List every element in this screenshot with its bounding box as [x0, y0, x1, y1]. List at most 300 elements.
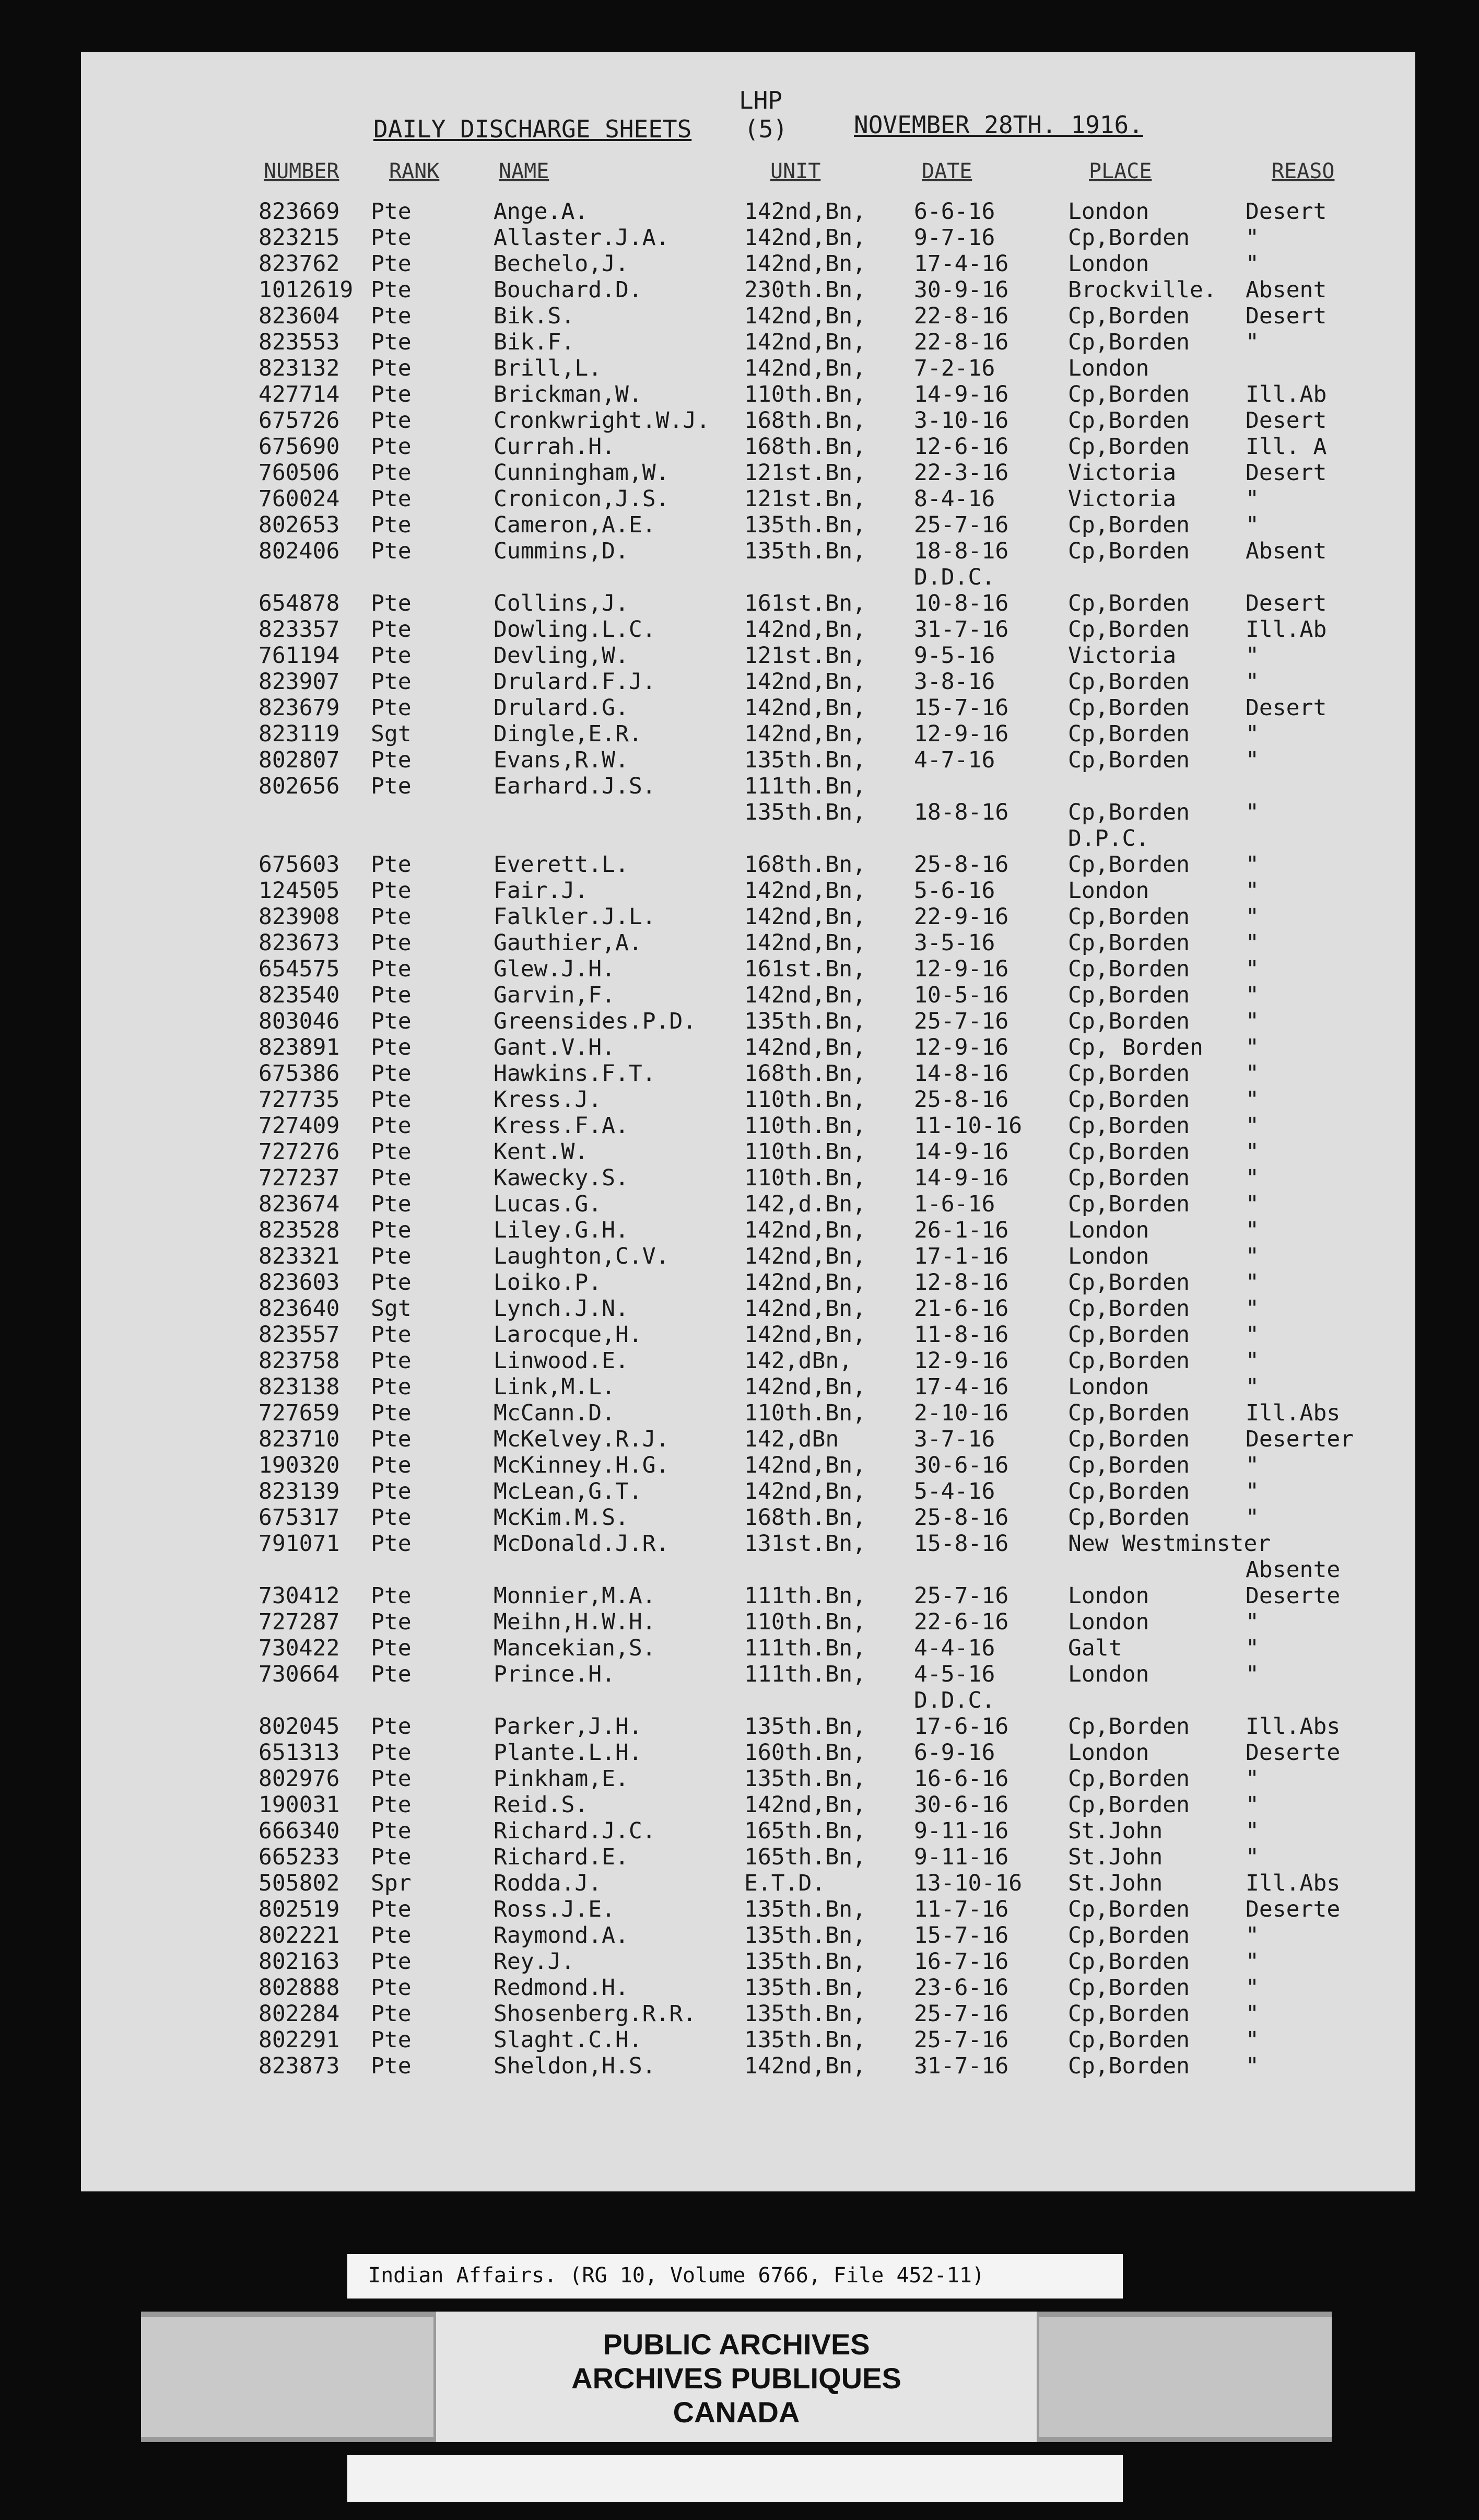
cell-rank: Pte	[371, 1583, 412, 1609]
cell-date: 31-7-16	[914, 2053, 1009, 2079]
cell-unit: 110th.Bn,	[744, 1113, 866, 1139]
cell-name: Rey.J.	[494, 1949, 575, 1975]
cell-name: Kress.J.	[494, 1087, 602, 1113]
cell-place: Cp,Borden	[1068, 1896, 1190, 1922]
cell-unit: 135th.Bn,	[744, 2027, 866, 2053]
cell-reason: Ill.Ab	[1246, 616, 1327, 643]
cell-date: 15-8-16	[914, 1531, 1009, 1557]
table-row	[81, 1478, 1415, 1504]
cell-rank: Pte	[371, 1008, 412, 1034]
cell-rank: Pte	[371, 460, 412, 486]
cell-place: Cp,Borden	[1068, 1322, 1190, 1348]
cell-number: 124505	[259, 878, 340, 904]
cell-number: 675690	[259, 434, 340, 460]
cell-place: Cp,Borden	[1068, 1296, 1190, 1322]
cell-name: Earhard.J.S.	[494, 773, 656, 799]
table-row	[81, 1426, 1415, 1452]
cell-date: 25-7-16	[914, 512, 1009, 538]
cell-rank: Pte	[371, 1975, 412, 2001]
cell-reason: "	[1246, 1609, 1259, 1635]
cell-unit: 161st.Bn,	[744, 956, 866, 982]
cell-unit: 142nd,Bn,	[744, 669, 866, 695]
cell-date: 23-6-16	[914, 1975, 1009, 2001]
table-row	[81, 1896, 1415, 1922]
cell-unit: 135th.Bn,	[744, 1922, 866, 1949]
cell-number: 730664	[259, 1661, 340, 1687]
cell-place: Cp,Borden	[1068, 695, 1190, 721]
cell-name: Parker,J.H.	[494, 1713, 642, 1740]
table-row	[81, 1217, 1415, 1243]
cell-number: 654575	[259, 956, 340, 982]
cell-name: Ange.A.	[494, 199, 589, 225]
bottom-strip	[347, 2455, 1123, 2502]
cell-rank: Pte	[371, 1217, 412, 1243]
cell-unit: 142nd,Bn,	[744, 1217, 866, 1243]
cell-date: 14-9-16	[914, 1165, 1009, 1191]
cell-place: Cp,Borden	[1068, 381, 1190, 407]
table-row	[81, 1087, 1415, 1113]
cell-reason: "	[1246, 1034, 1259, 1060]
table-row	[81, 355, 1415, 381]
cell-unit: 121st.Bn,	[744, 460, 866, 486]
cell-unit: 142nd,Bn,	[744, 616, 866, 643]
table-row	[81, 1374, 1415, 1400]
cell-date: 16-6-16	[914, 1766, 1009, 1792]
cell-place: London	[1068, 1374, 1149, 1400]
cell-reason: "	[1246, 1478, 1259, 1504]
cell-rank: Pte	[371, 512, 412, 538]
cell-reason: "	[1246, 1766, 1259, 1792]
cell-name: McKelvey.R.J.	[494, 1426, 670, 1452]
cell-place: Cp,Borden	[1068, 747, 1190, 773]
header-code: LHP	[739, 86, 783, 114]
table-row	[81, 878, 1415, 904]
cell-name: Richard.E.	[494, 1844, 629, 1870]
cell-name: Collins,J.	[494, 590, 629, 616]
cell-rank: Pte	[371, 695, 412, 721]
cell-name: Mancekian,S.	[494, 1635, 656, 1661]
cell-place: Cp,Borden	[1068, 1139, 1190, 1165]
cell-reason: "	[1246, 1217, 1259, 1243]
table-row	[81, 695, 1415, 721]
cell-date: 12-9-16	[914, 956, 1009, 982]
cell-unit: 135th.Bn,	[744, 1766, 866, 1792]
cell-reason: "	[1246, 1635, 1259, 1661]
cell-name: Laughton,C.V.	[494, 1243, 670, 1269]
cell-name: Monnier,M.A.	[494, 1583, 656, 1609]
table-row	[81, 1504, 1415, 1531]
cell-number: 802291	[259, 2027, 340, 2053]
header-date: NOVEMBER 28TH. 1916.	[854, 111, 1143, 139]
cell-reason: Desert	[1246, 407, 1327, 434]
column-header-rank: RANK	[389, 159, 440, 183]
cell-name: Liley.G.H.	[494, 1217, 629, 1243]
table-row	[81, 2027, 1415, 2053]
cell-reason: Desert	[1246, 460, 1327, 486]
cell-rank: Pte	[371, 2027, 412, 2053]
cell-unit: 142nd,Bn,	[744, 329, 866, 355]
cell-number: 823640	[259, 1296, 340, 1322]
cell-date: 9-5-16	[914, 643, 995, 669]
cell-reason: "	[1246, 1087, 1259, 1113]
cell-number: 823321	[259, 1243, 340, 1269]
cell-number: 1012619	[259, 277, 354, 303]
cell-number: 823357	[259, 616, 340, 643]
cell-place: Cp,Borden	[1068, 1426, 1190, 1452]
cell-date: 15-7-16	[914, 695, 1009, 721]
cell-place: Cp,Borden	[1068, 590, 1190, 616]
table-row	[81, 1870, 1415, 1896]
cell-date: 10-8-16	[914, 590, 1009, 616]
archive-caption: Indian Affairs. (RG 10, Volume 6766, File 452-11)	[368, 2264, 985, 2288]
cell-reason: "	[1246, 982, 1259, 1008]
cell-rank: Pte	[371, 225, 412, 251]
table-row	[81, 1531, 1415, 1557]
table-row	[81, 277, 1415, 303]
cell-number: 760506	[259, 460, 340, 486]
table-row	[81, 1609, 1415, 1635]
cell-date: 31-7-16	[914, 616, 1009, 643]
table-row	[81, 1740, 1415, 1766]
cell-name: Plante.L.H.	[494, 1740, 642, 1766]
cell-name: Glew.J.H.	[494, 956, 615, 982]
cell-reason: Ill.Abs	[1246, 1400, 1341, 1426]
stamp-line-1: PUBLIC ARCHIVES	[603, 2328, 870, 2361]
table-row	[81, 799, 1415, 825]
cell-rank: Pte	[371, 956, 412, 982]
table-row	[81, 434, 1415, 460]
cell-name: Pinkham,E.	[494, 1766, 629, 1792]
cell-place: St.John	[1068, 1818, 1163, 1844]
cell-rank: Pte	[371, 1348, 412, 1374]
cell-date: 1-6-16	[914, 1191, 995, 1217]
cell-name: Lucas.G.	[494, 1191, 602, 1217]
cell-reason: "	[1246, 1661, 1259, 1687]
cell-number: 823139	[259, 1478, 340, 1504]
column-header-name: NAME	[499, 159, 549, 183]
cell-date: 2-10-16	[914, 1400, 1009, 1426]
cell-date: 18-8-16	[914, 538, 1009, 564]
cell-number: 727237	[259, 1165, 340, 1191]
cell-rank: Pte	[371, 643, 412, 669]
cell-number: 823891	[259, 1034, 340, 1060]
cell-rank: Sgt	[371, 721, 412, 747]
cell-unit: 142nd,Bn,	[744, 355, 866, 381]
cell-rank: Pte	[371, 669, 412, 695]
cell-name: McLean,G.T.	[494, 1478, 642, 1504]
cell-unit: 135th.Bn,	[744, 512, 866, 538]
cell-place: London	[1068, 1583, 1149, 1609]
stamp-line-3: CANADA	[673, 2396, 800, 2429]
table-row	[81, 225, 1415, 251]
cell-name: Ross.J.E.	[494, 1896, 615, 1922]
table-row	[81, 956, 1415, 982]
cell-unit: 121st.Bn,	[744, 486, 866, 512]
cell-reason: "	[1246, 1374, 1259, 1400]
cell-unit: 142nd,Bn,	[744, 1452, 866, 1478]
cell-date: 13-10-16	[914, 1870, 1023, 1896]
cell-reason: Desert	[1246, 199, 1327, 225]
cell-name: Reid.S.	[494, 1792, 589, 1818]
cell-place: Cp,Borden	[1068, 1113, 1190, 1139]
cell-place: Cp,Borden	[1068, 1269, 1190, 1296]
cell-number: 802888	[259, 1975, 340, 2001]
cell-place: Cp,Borden	[1068, 799, 1190, 825]
column-header-place: PLACE	[1089, 159, 1152, 183]
cell-unit: 142nd,Bn,	[744, 1374, 866, 1400]
cell-number: 727409	[259, 1113, 340, 1139]
cell-rank: Pte	[371, 538, 412, 564]
cell-date: 3-8-16	[914, 669, 995, 695]
cell-reason: "	[1246, 1243, 1259, 1269]
cell-number: 823674	[259, 1191, 340, 1217]
cell-date: D.D.C.	[914, 564, 995, 590]
table-row	[81, 199, 1415, 225]
cell-date: 17-4-16	[914, 1374, 1009, 1400]
table-row	[81, 590, 1415, 616]
cell-rank: Pte	[371, 1792, 412, 1818]
cell-date: 30-6-16	[914, 1452, 1009, 1478]
cell-rank: Pte	[371, 251, 412, 277]
cell-reason: "	[1246, 1452, 1259, 1478]
cell-rank: Pte	[371, 1087, 412, 1113]
cell-reason: "	[1246, 1792, 1259, 1818]
cell-unit: 142,d.Bn,	[744, 1191, 866, 1217]
cell-reason: "	[1246, 930, 1259, 956]
cell-number: 823553	[259, 329, 340, 355]
cell-date: 14-8-16	[914, 1060, 1009, 1087]
cell-reason: "	[1246, 1008, 1259, 1034]
cell-unit: 160th.Bn,	[744, 1740, 866, 1766]
cell-unit: 142nd,Bn,	[744, 1792, 866, 1818]
table-row	[81, 329, 1415, 355]
cell-rank: Pte	[371, 1922, 412, 1949]
cell-name: Gauthier,A.	[494, 930, 642, 956]
cell-unit: 142nd,Bn,	[744, 2053, 866, 2079]
cell-rank: Pte	[371, 1374, 412, 1400]
cell-rank: Sgt	[371, 1296, 412, 1322]
cell-unit: 142nd,Bn,	[744, 1034, 866, 1060]
cell-rank: Pte	[371, 1191, 412, 1217]
cell-name: Hawkins.F.T.	[494, 1060, 656, 1087]
cell-rank: Pte	[371, 2001, 412, 2027]
cell-rank: Pte	[371, 434, 412, 460]
table-row	[81, 1766, 1415, 1792]
cell-number: 651313	[259, 1740, 340, 1766]
cell-reason: "	[1246, 1269, 1259, 1296]
cell-name: Fair.J.	[494, 878, 589, 904]
header-title: DAILY DISCHARGE SHEETS	[373, 115, 692, 143]
cell-name: Prince.H.	[494, 1661, 615, 1687]
cell-reason: Absente	[1246, 1557, 1341, 1583]
cell-reason: "	[1246, 1504, 1259, 1531]
cell-number: 730422	[259, 1635, 340, 1661]
table-row	[81, 1583, 1415, 1609]
cell-name: Rodda.J.	[494, 1870, 602, 1896]
cell-place: London	[1068, 1217, 1149, 1243]
cell-name: Dowling.L.C.	[494, 616, 656, 643]
cell-reason: "	[1246, 956, 1259, 982]
table-row	[81, 616, 1415, 643]
cell-name: Cronicon,J.S.	[494, 486, 670, 512]
cell-place: New Westminster	[1068, 1531, 1271, 1557]
cell-rank: Pte	[371, 1426, 412, 1452]
cell-number: 823604	[259, 303, 340, 329]
cell-name: Loiko.P.	[494, 1269, 602, 1296]
cell-place: Cp,Borden	[1068, 1348, 1190, 1374]
cell-name: Currah.H.	[494, 434, 615, 460]
cell-place: London	[1068, 251, 1149, 277]
table-row	[81, 982, 1415, 1008]
cell-reason: "	[1246, 669, 1259, 695]
cell-place: Cp,Borden	[1068, 1922, 1190, 1949]
table-row	[81, 1792, 1415, 1818]
cell-unit: 142nd,Bn,	[744, 1478, 866, 1504]
cell-date: 22-3-16	[914, 460, 1009, 486]
cell-date: 3-5-16	[914, 930, 995, 956]
cell-number: 823762	[259, 251, 340, 277]
table-row	[81, 643, 1415, 669]
cell-date: 25-8-16	[914, 1504, 1009, 1531]
cell-date: 15-7-16	[914, 1922, 1009, 1949]
cell-date: 25-7-16	[914, 2001, 1009, 2027]
cell-date: 6-9-16	[914, 1740, 995, 1766]
cell-reason: "	[1246, 2027, 1259, 2053]
table-row	[81, 721, 1415, 747]
cell-rank: Pte	[371, 407, 412, 434]
cell-number: 802284	[259, 2001, 340, 2027]
cell-reason: "	[1246, 1191, 1259, 1217]
cell-unit: 121st.Bn,	[744, 643, 866, 669]
cell-rank: Pte	[371, 747, 412, 773]
cell-unit: 142nd,Bn,	[744, 878, 866, 904]
cell-place: Cp,Borden	[1068, 1008, 1190, 1034]
cell-number: 761194	[259, 643, 340, 669]
cell-unit: 165th.Bn,	[744, 1844, 866, 1870]
cell-number: 802656	[259, 773, 340, 799]
cell-unit: 142nd,Bn,	[744, 904, 866, 930]
table-row	[81, 303, 1415, 329]
cell-name: Garvin,F.	[494, 982, 615, 1008]
table-row	[81, 904, 1415, 930]
cell-number: 665233	[259, 1844, 340, 1870]
column-header-number: NUMBER	[264, 159, 339, 183]
cell-number: 823215	[259, 225, 340, 251]
cell-rank: Pte	[371, 1139, 412, 1165]
cell-place: London	[1068, 1243, 1149, 1269]
document-sheet	[81, 52, 1415, 2191]
cell-unit: 135th.Bn,	[744, 1896, 866, 1922]
cell-reason: "	[1246, 512, 1259, 538]
cell-date: 25-8-16	[914, 851, 1009, 878]
cell-unit: 135th.Bn,	[744, 1975, 866, 2001]
cell-unit: 168th.Bn,	[744, 1060, 866, 1087]
cell-reason: Deserte	[1246, 1583, 1341, 1609]
cell-rank: Pte	[371, 1269, 412, 1296]
table-row	[81, 460, 1415, 486]
table-row	[81, 930, 1415, 956]
cell-name: Gant.V.H.	[494, 1034, 615, 1060]
cell-reason: "	[1246, 851, 1259, 878]
cell-reason: "	[1246, 1818, 1259, 1844]
cell-number: 505802	[259, 1870, 340, 1896]
cell-reason: Ill.Abs	[1246, 1870, 1341, 1896]
cell-place: Brockville.	[1068, 277, 1217, 303]
cell-rank: Pte	[371, 1113, 412, 1139]
cell-date: 11-7-16	[914, 1896, 1009, 1922]
cell-date: 25-7-16	[914, 1008, 1009, 1034]
cell-unit: E.T.D.	[744, 1870, 826, 1896]
table-row	[81, 1975, 1415, 2001]
cell-name: McKinney.H.G.	[494, 1452, 670, 1478]
table-row	[81, 1818, 1415, 1844]
cell-name: Cunningham,W.	[494, 460, 670, 486]
cell-number: 823603	[259, 1269, 340, 1296]
cell-name: Bik.S.	[494, 303, 575, 329]
cell-rank: Pte	[371, 590, 412, 616]
cell-place: Cp,Borden	[1068, 225, 1190, 251]
cell-place: Cp,Borden	[1068, 1949, 1190, 1975]
cell-reason: "	[1246, 799, 1259, 825]
table-row	[81, 251, 1415, 277]
cell-reason: Ill. A	[1246, 434, 1327, 460]
cell-number: 802221	[259, 1922, 340, 1949]
cell-date: 22-8-16	[914, 303, 1009, 329]
cell-reason: Ill.Abs	[1246, 1713, 1341, 1740]
cell-unit: 142nd,Bn,	[744, 1322, 866, 1348]
cell-date: 4-5-16	[914, 1661, 995, 1687]
cell-unit: 168th.Bn,	[744, 434, 866, 460]
cell-name: Redmond.H.	[494, 1975, 629, 2001]
cell-number: 654878	[259, 590, 340, 616]
cell-number: 823557	[259, 1322, 340, 1348]
cell-place: Victoria	[1068, 643, 1177, 669]
cell-date: 21-6-16	[914, 1296, 1009, 1322]
cell-reason: Desert	[1246, 303, 1327, 329]
cell-unit: 110th.Bn,	[744, 1139, 866, 1165]
table-row	[81, 1348, 1415, 1374]
cell-number: 802976	[259, 1766, 340, 1792]
cell-rank: Pte	[371, 1034, 412, 1060]
cell-unit: 168th.Bn,	[744, 1504, 866, 1531]
table-row	[81, 1034, 1415, 1060]
table-row	[81, 1008, 1415, 1034]
table-row	[81, 1452, 1415, 1478]
cell-reason: "	[1246, 1949, 1259, 1975]
cell-rank: Pte	[371, 930, 412, 956]
cell-place: Cp,Borden	[1068, 1191, 1190, 1217]
cell-number: 802045	[259, 1713, 340, 1740]
cell-reason: "	[1246, 1165, 1259, 1191]
cell-place: London	[1068, 1609, 1149, 1635]
cell-place: Cp,Borden	[1068, 956, 1190, 982]
cell-place: Cp,Borden	[1068, 982, 1190, 1008]
cell-name: Greensides.P.D.	[494, 1008, 697, 1034]
cell-place: Cp,Borden	[1068, 1713, 1190, 1740]
cell-number: 675386	[259, 1060, 340, 1087]
cell-place: London	[1068, 878, 1149, 904]
table-row	[81, 1269, 1415, 1296]
cell-unit: 230th.Bn,	[744, 277, 866, 303]
cell-name: Brickman,W.	[494, 381, 642, 407]
cell-rank: Pte	[371, 1165, 412, 1191]
cell-number: 802807	[259, 747, 340, 773]
cell-name: Meihn,H.W.H.	[494, 1609, 656, 1635]
cell-unit: 142nd,Bn,	[744, 303, 866, 329]
cell-number: 190320	[259, 1452, 340, 1478]
cell-date: 25-7-16	[914, 2027, 1009, 2053]
cell-date: 8-4-16	[914, 486, 995, 512]
